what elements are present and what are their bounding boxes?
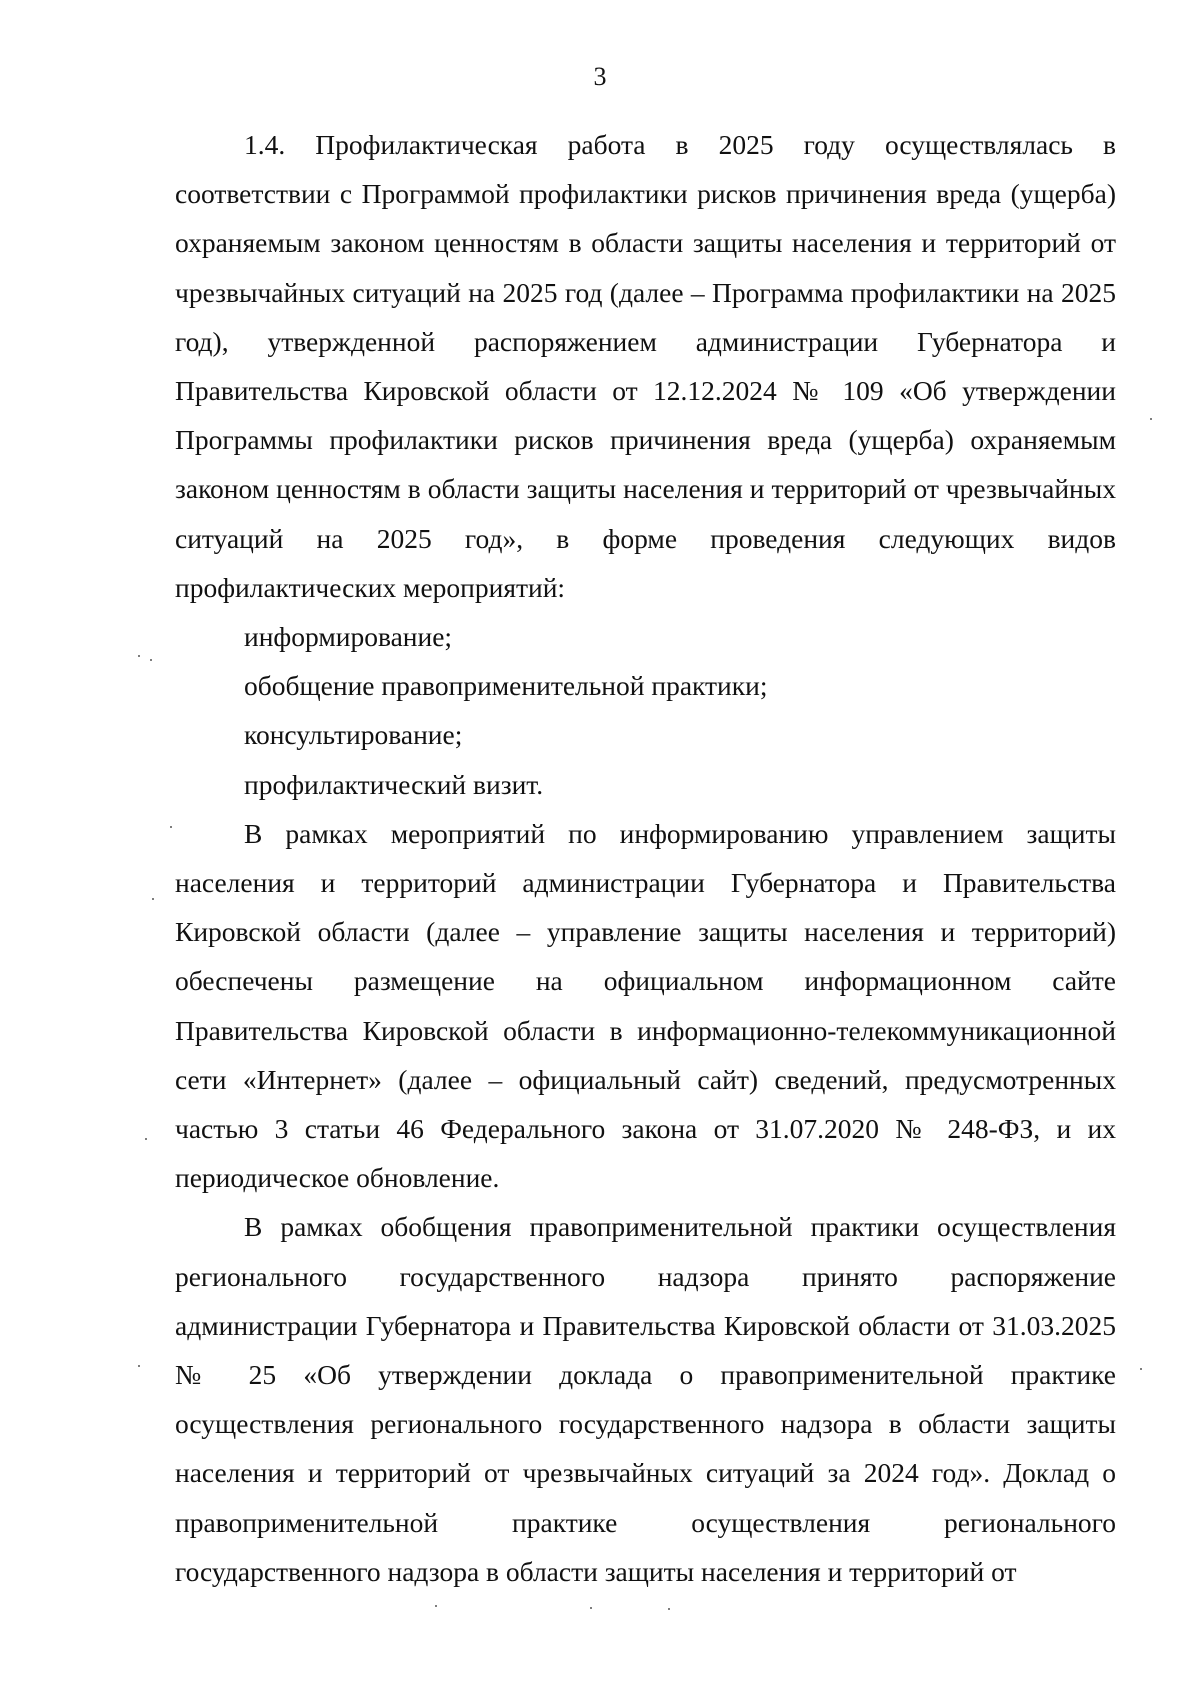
paragraph-prevention-program: 1.4. Профилактическая работа в 2025 году осуществлялась в соответствии с Программой профилактики рисков причинения вреда (ущерба) охраняемым законом ценностям в области защиты населения и территорий от чрезвычайных ситуаций на 2025 год (далее – Программа профилактики на 2025 год), утвержденной распоряжением администрации Губернатора и Правительства Кировской области от 12.12.2024 № 109 «Об утверждении Программы профилактики рисков причинения вреда (ущерба) охраняемым законом ценностям в области защиты населения и территорий от чрезвычайных ситуаций на 2025 год», в форме проведения следующих видов профилактических мероприятий: [175, 129, 1116, 603]
scan-speck [138, 655, 140, 657]
page-number: 3 [593, 62, 607, 91]
list-item: консультирование; [244, 719, 463, 751]
scan-speck [1140, 1368, 1142, 1370]
scan-speck [435, 1605, 437, 1607]
paragraph-law-enforcement-practice: В рамках обобщения правоприменительной практики осуществления регионального государственного надзора принято распоряжение администрации Губернатора и Правительства Кировской области от 31.03.2025 № 25 «Об утверждении доклада о правоприменительной практике осуществления регионального государственного надзора в области защиты населения и территорий от чрезвычайных ситуаций за 2024 год». Доклад о правоприменительной практике осуществления регионального государственного надзора в области защиты населения и территорий от [175, 1211, 1116, 1587]
scan-speck [668, 1608, 670, 1610]
scan-speck [138, 1365, 140, 1367]
list-item: обобщение правоприменительной практики; [244, 670, 768, 702]
scan-speck [170, 826, 172, 828]
scan-speck [152, 898, 154, 900]
scan-speck [1150, 418, 1152, 420]
scan-speck [590, 1607, 592, 1609]
list-item: информирование; [244, 621, 453, 653]
scan-speck [150, 659, 152, 661]
list-item: профилактический визит. [244, 768, 544, 800]
scan-speck [145, 1138, 147, 1140]
prevention-measures-list [175, 612, 1116, 809]
paragraph-informing: В рамках мероприятий по информированию управлением защиты населения и территорий администрации Губернатора и Правительства Кировской области (далее – управление защиты населения и территорий) обеспечены размещение на официальном информационном сайте Правительства Кировской области в информационно-телекоммуникационной сети «Интернет» (далее – официальный сайт) сведений, предусмотренных частью 3 статьи 46 Федерального закона от 31.07.2020 № 248-ФЗ, и их периодическое обновление. [175, 817, 1116, 1194]
document-body [175, 120, 1116, 1596]
